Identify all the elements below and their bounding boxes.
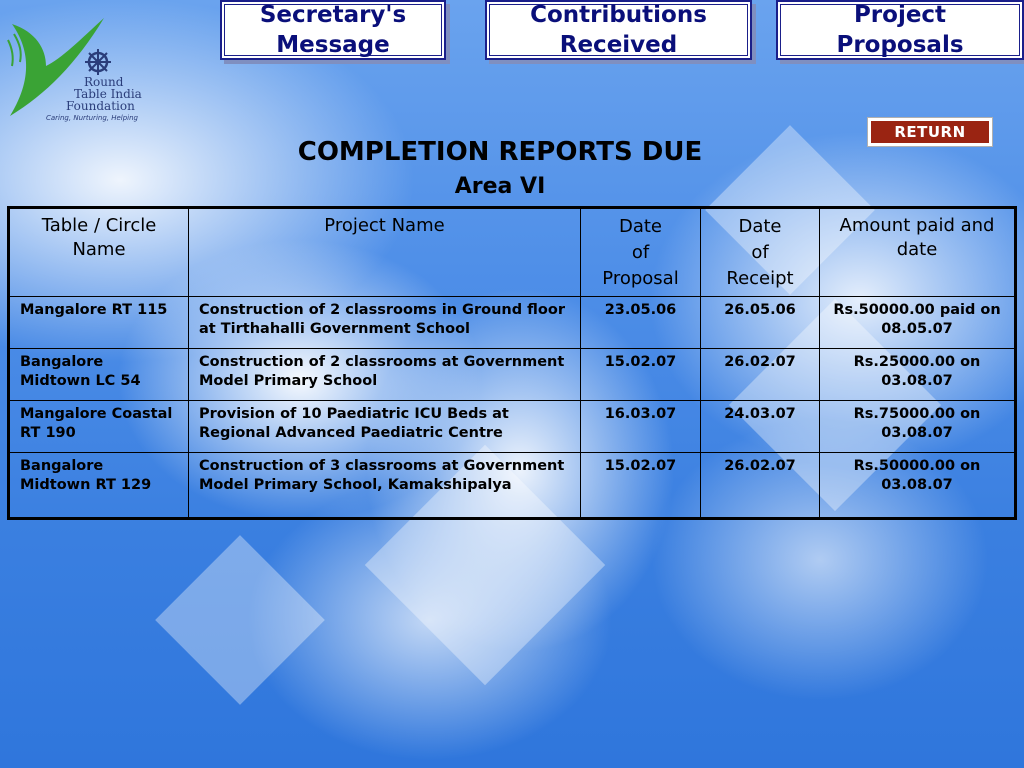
cell-project-name: Construction of 2 classrooms at Government Model Primary School <box>189 349 581 401</box>
cell-date-of-receipt: 26.02.07 <box>701 349 820 401</box>
return-button[interactable]: RETURN <box>868 118 992 146</box>
table-header-row <box>9 208 1016 297</box>
cell-amount-paid: Rs.75000.00 on 03.08.07 <box>820 401 1016 453</box>
contributions-received-button[interactable]: Contributions Received <box>485 0 752 60</box>
page-title: COMPLETION REPORTS DUE <box>297 137 703 167</box>
header-table-circle-name: Table / Circle Name <box>9 208 189 297</box>
logo-line: Foundation <box>66 99 135 113</box>
header-project-name: Project Name <box>189 208 581 297</box>
table-row <box>9 453 1016 519</box>
header-date-of-receipt <box>701 208 820 297</box>
secretarys-message-button[interactable]: Secretary's Message <box>220 0 446 60</box>
cell-date-of-receipt: 24.03.07 <box>701 401 820 453</box>
cell-project-name: Construction of 2 classrooms in Ground floor at Tirthahalli Government School <box>189 297 581 349</box>
cell-table-circle-name: Mangalore Coastal RT 190 <box>9 401 189 453</box>
cell-table-circle-name: Bangalore Midtown RT 129 <box>9 453 189 519</box>
table-row <box>9 349 1016 401</box>
cell-project-name: Construction of 3 classrooms at Government Model Primary School, Kamakshipalya <box>189 453 581 519</box>
cell-project-name: Provision of 10 Paediatric ICU Beds at Regional Advanced Paediatric Centre <box>189 401 581 453</box>
foundation-logo <box>6 4 146 122</box>
logo-tagline: Caring, Nurturing, Helping <box>46 114 138 122</box>
completion-reports-table <box>7 206 1017 520</box>
logo-line: Round <box>84 75 124 89</box>
header-line: of <box>631 242 650 263</box>
header-date-of-proposal <box>581 208 701 297</box>
cell-table-circle-name: Bangalore Midtown LC 54 <box>9 349 189 401</box>
cell-amount-paid: Rs.25000.00 on 03.08.07 <box>820 349 1016 401</box>
header-line: Proposal <box>602 268 679 289</box>
header-line: Receipt <box>726 268 794 289</box>
cell-date-of-receipt: 26.05.06 <box>701 297 820 349</box>
header-line: Date <box>738 216 782 237</box>
table-row <box>9 297 1016 349</box>
cell-table-circle-name: Mangalore RT 115 <box>9 297 189 349</box>
header-line: Date <box>618 216 663 237</box>
cell-date-of-proposal: 15.02.07 <box>581 453 701 519</box>
logo-line: Table India <box>74 87 142 101</box>
table-row <box>9 401 1016 453</box>
header-amount-paid-and-date: Amount paid and date <box>820 208 1016 297</box>
cell-date-of-proposal: 15.02.07 <box>581 349 701 401</box>
header-line: of <box>751 242 769 263</box>
background-diamond <box>155 535 325 705</box>
cell-date-of-proposal: 23.05.06 <box>581 297 701 349</box>
cell-date-of-proposal: 16.03.07 <box>581 401 701 453</box>
cell-date-of-receipt: 26.02.07 <box>701 453 820 519</box>
cell-amount-paid: Rs.50000.00 paid on 08.05.07 <box>820 297 1016 349</box>
logo-wordmark <box>64 76 142 112</box>
project-proposals-button[interactable]: Project Proposals <box>776 0 1024 60</box>
cell-amount-paid: Rs.50000.00 on 03.08.07 <box>820 453 1016 519</box>
page-subtitle: Area VI <box>454 174 546 199</box>
